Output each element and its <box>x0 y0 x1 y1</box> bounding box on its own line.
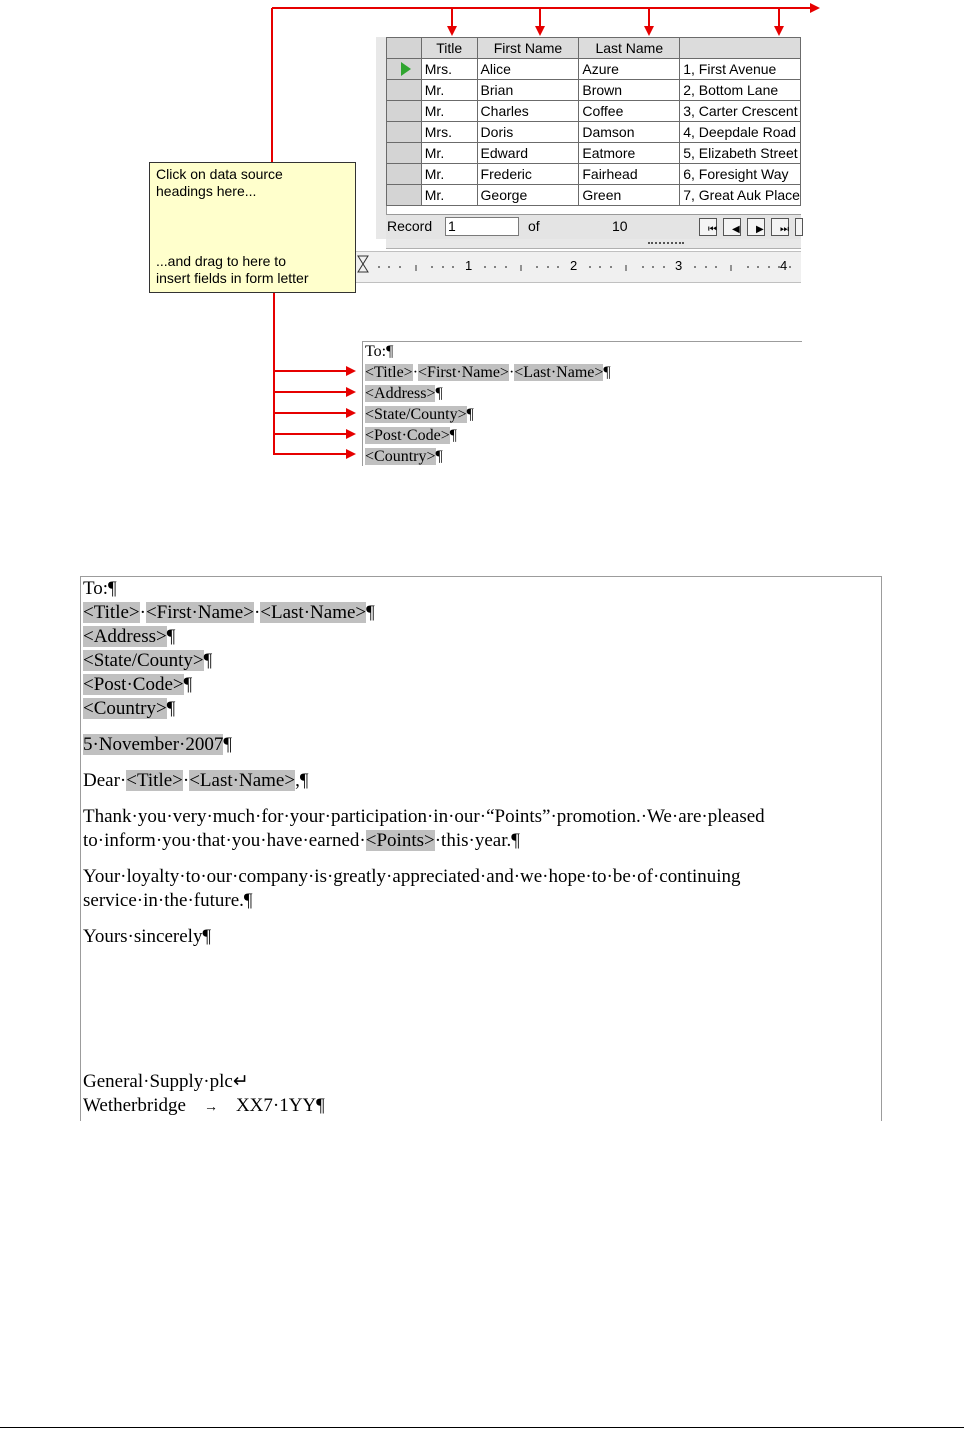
pilcrow: ¶ <box>435 448 443 465</box>
field-first-name[interactable]: <First·Name> <box>145 602 254 623</box>
field-address[interactable]: <Address> <box>83 626 167 647</box>
field-post-code[interactable]: <Post·Code> <box>365 427 450 444</box>
ruler-mark: 1 <box>465 258 473 273</box>
field-address[interactable]: <Address> <box>365 385 436 402</box>
field-post-code[interactable]: <Post·Code> <box>83 674 184 695</box>
row-selector[interactable] <box>387 122 422 143</box>
table-row[interactable] <box>387 101 801 122</box>
pane-splitter[interactable] <box>386 239 801 249</box>
postcode-text: XX7·1YY¶ <box>235 1095 325 1116</box>
row-selector[interactable] <box>387 185 422 206</box>
horizontal-ruler[interactable] <box>356 251 801 283</box>
first-record-button[interactable] <box>699 218 717 236</box>
page-edge <box>362 341 802 342</box>
current-row-arrow-icon <box>400 62 412 76</box>
letter-name-line <box>81 601 881 625</box>
letter-date-line <box>81 733 881 757</box>
page-bottom-rule <box>0 1427 964 1428</box>
cell-first-name: Frederic <box>477 164 579 185</box>
field-title[interactable]: <Title> <box>83 602 140 623</box>
cell-last-name: Azure <box>579 59 680 80</box>
cell-address: 1, First Avenue <box>680 59 801 80</box>
pilcrow: ¶ <box>166 626 176 647</box>
tab-arrow-icon: → <box>203 1100 218 1115</box>
cell-title: Mr. <box>421 143 477 164</box>
last-record-button[interactable] <box>771 218 789 236</box>
last-record-icon: ⏭ <box>780 224 789 235</box>
cell-title: Mr. <box>421 80 477 101</box>
cell-first-name: Edward <box>477 143 579 164</box>
salutation-text: Dear· <box>83 770 127 791</box>
cell-last-name: Green <box>579 185 680 206</box>
callout-line: ...and drag to here to <box>156 253 286 269</box>
pilcrow: ¶ <box>366 602 375 623</box>
pilcrow: ¶ <box>603 364 611 381</box>
cell-address: 5, Elizabeth Street <box>680 143 801 164</box>
first-record-icon: ⏮ <box>708 224 717 235</box>
cell-first-name: Charles <box>477 101 579 122</box>
field-last-name[interactable]: <Last·Name> <box>514 364 604 381</box>
cell-address: 3, Carter Crescent <box>680 101 801 122</box>
record-total: 10 <box>612 218 628 234</box>
letter-paragraph-line <box>81 889 881 913</box>
field-last-name[interactable]: <Last·Name> <box>189 770 296 791</box>
column-header-last-name[interactable]: Last Name <box>579 38 680 59</box>
splitter-grip[interactable] <box>648 242 684 244</box>
table-row[interactable] <box>387 164 801 185</box>
separator: · <box>508 364 515 381</box>
cell-last-name: Coffee <box>579 101 680 122</box>
cell-address: 7, Great Auk Place <box>680 185 801 206</box>
letter-paragraph-line <box>81 865 881 889</box>
cell-first-name: Alice <box>477 59 579 80</box>
letter-state-line <box>81 649 881 673</box>
closing-text: Yours·sincerely¶ <box>83 926 212 947</box>
company-text: General·Supply·plc↵ <box>83 1071 249 1092</box>
cell-last-name: Eatmore <box>579 143 680 164</box>
pilcrow: ¶ <box>466 406 474 423</box>
record-navigation-bar <box>386 214 801 239</box>
to-label: To:¶ <box>365 343 394 360</box>
form-letter-excerpt[interactable] <box>362 341 802 466</box>
ruler-scale <box>356 252 801 282</box>
salutation-end: ,¶ <box>295 770 309 791</box>
pilcrow: ¶ <box>203 650 213 671</box>
pilcrow: ¶ <box>166 698 176 719</box>
table-row[interactable] <box>387 185 801 206</box>
body-text: service·in·the·future.¶ <box>83 890 253 911</box>
table-row[interactable] <box>387 59 801 80</box>
pilcrow: ¶ <box>449 427 457 444</box>
field-last-name[interactable]: <Last·Name> <box>260 602 367 623</box>
callout-line: headings here... <box>156 183 257 199</box>
cell-first-name: Doris <box>477 122 579 143</box>
record-number-field[interactable]: 1 <box>445 217 519 236</box>
cell-title: Mrs. <box>421 59 477 80</box>
previous-record-button[interactable] <box>723 218 741 236</box>
datasource-grid[interactable] <box>376 37 801 239</box>
previous-record-icon: ◀ <box>732 224 740 235</box>
letter-country-line <box>81 697 881 721</box>
pilcrow: ¶ <box>223 734 232 755</box>
separator: · <box>182 770 190 791</box>
town-text: Wetherbridge <box>83 1095 186 1116</box>
letter-address-line <box>81 625 881 649</box>
letter-paragraph-line <box>81 805 881 829</box>
table-row[interactable] <box>387 122 801 143</box>
cell-title: Mr. <box>421 164 477 185</box>
ruler-mark: 4 <box>780 258 788 273</box>
field-title[interactable]: <Title> <box>126 770 183 791</box>
ruler-mark: 2 <box>570 258 578 273</box>
cell-address: 4, Deepdale Road <box>680 122 801 143</box>
field-date[interactable]: 5·November·2007 <box>83 734 224 755</box>
field-country[interactable]: <Country> <box>365 448 436 465</box>
record-label: Record <box>387 218 433 234</box>
cell-title: Mrs. <box>421 122 477 143</box>
field-state-county[interactable]: <State/County> <box>365 406 467 423</box>
cell-last-name: Fairhead <box>579 164 680 185</box>
callout-line: Click on data source <box>156 166 283 182</box>
form-letter-page[interactable] <box>80 576 882 1121</box>
datasource-table <box>386 37 801 206</box>
letter-company-line <box>81 1070 881 1094</box>
new-record-button[interactable] <box>795 218 803 236</box>
field-first-name[interactable]: <First·Name> <box>418 364 509 381</box>
letter-salutation <box>81 769 881 793</box>
cell-address: 2, Bottom Lane <box>680 80 801 101</box>
next-record-button[interactable] <box>747 218 765 236</box>
field-points[interactable]: <Points> <box>365 830 435 851</box>
grid-header-row <box>387 38 801 59</box>
row-selector[interactable] <box>387 80 422 101</box>
column-header-title[interactable]: Title <box>421 38 477 59</box>
indent-marker-icon <box>358 256 368 272</box>
letter-town-line <box>81 1094 881 1120</box>
ruler-mark: 3 <box>675 258 683 273</box>
separator: · <box>412 364 419 381</box>
letter-to-line <box>81 577 881 601</box>
column-header-first-name[interactable]: First Name <box>477 38 579 59</box>
pilcrow: ¶ <box>183 674 193 695</box>
page-edge <box>362 341 363 466</box>
body-text: to·inform·you·that·you·have·earned· <box>83 830 366 851</box>
body-text: Your·loyalty·to·our·company·is·greatly·appreciated·and·we·hope·to·be·of·continuing <box>83 866 741 887</box>
record-of-label: of <box>528 218 540 234</box>
row-selector-current[interactable] <box>387 59 422 80</box>
letter-paragraph-line <box>81 829 881 853</box>
separator: · <box>139 602 146 623</box>
field-country[interactable]: <Country> <box>83 698 167 719</box>
field-state-county[interactable]: <State/County> <box>83 650 204 671</box>
cell-first-name: Brian <box>477 80 579 101</box>
body-text: ·this·year.¶ <box>434 830 520 851</box>
cell-first-name: George <box>477 185 579 206</box>
letter-closing <box>81 925 881 949</box>
cell-last-name: Brown <box>579 80 680 101</box>
to-label: To:¶ <box>83 578 117 599</box>
body-text: Thank·you·very·much·for·your·participation·in·our·“Points”·promotion.·We·are·pleased <box>83 806 765 827</box>
cell-title: Mr. <box>421 101 477 122</box>
separator: · <box>253 602 261 623</box>
letter-postcode-line <box>81 673 881 697</box>
row-selector[interactable] <box>387 143 422 164</box>
cell-title: Mr. <box>421 185 477 206</box>
callout-line: insert fields in form letter <box>156 270 309 286</box>
pilcrow: ¶ <box>435 385 443 402</box>
next-record-icon: ▶ <box>756 224 764 235</box>
instruction-callout <box>149 162 356 293</box>
row-selector[interactable] <box>387 164 422 185</box>
cell-last-name: Damson <box>579 122 680 143</box>
field-title[interactable]: <Title> <box>365 364 413 381</box>
table-row[interactable] <box>387 143 801 164</box>
cell-address: 6, Foresight Way <box>680 164 801 185</box>
grid-corner-cell <box>387 38 422 59</box>
row-selector[interactable] <box>387 101 422 122</box>
column-header-address[interactable] <box>680 38 801 59</box>
table-row[interactable] <box>387 80 801 101</box>
